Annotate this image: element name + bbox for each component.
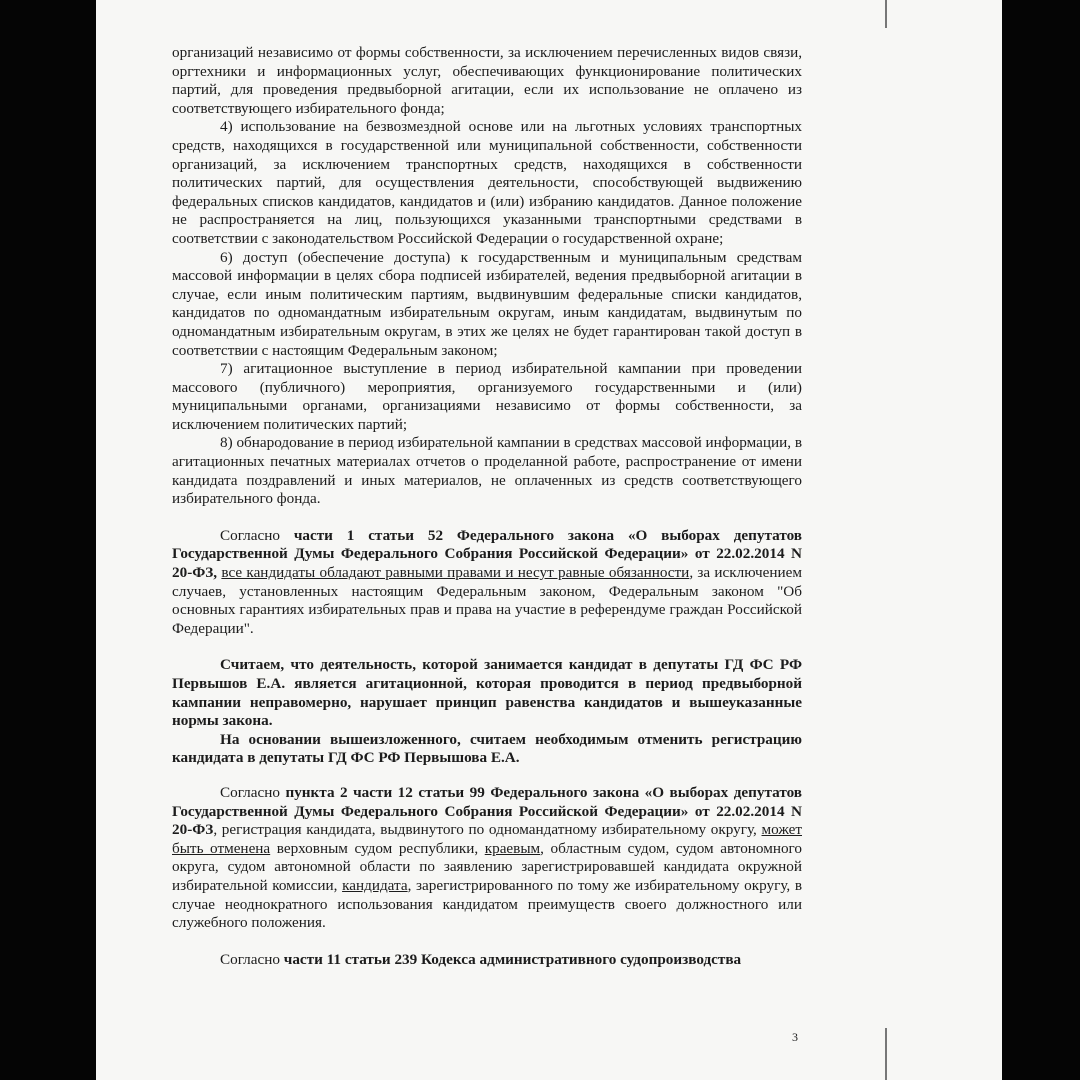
list-item-7: 7) агитационное выступление в период избирательной кампании при проведении массового (публичного) мероприятия, организуемого государственными и (или) муниципальными органами, организациями независимо от формы собственности, за исключением политических партий; — [172, 360, 802, 433]
scan-edge-mark — [885, 0, 887, 28]
paragraph-continuation: организаций независимо от формы собственности, за исключением перечисленных видов связи, оргтехники и информационных услуг, обеспечивающих функционирование политических партий, для проведения предвыборной агитации, если их использование не оплачено из соответствующего избирательного фонда; — [172, 44, 802, 117]
list-item-8: 8) обнародование в период избирательной кампании в средствах массовой информации, в агитационных печатных материалах отчетов о проделанной работе, распространение от имени кандидата поздравлений и иных материалов, не оплаченных из средств соответствующего избирательного фонда. — [172, 434, 802, 508]
conclusion-request: На основании вышеизложенного, считаем необходимым отменить регистрацию кандидата в депутаты ГД ФС РФ Первышова Е.А. — [172, 730, 802, 767]
page-number: 3 — [792, 1030, 798, 1044]
conclusion-paragraph: Считаем, что деятельность, которой занимается кандидат в депутаты ГД ФС РФ Первышов Е.А. является агитационной, которая проводится в период предвыборной кампании неправомерно, нарушает принцип равенства кандидатов и вышеуказанные нормы закона. — [172, 656, 802, 730]
document-body — [172, 44, 802, 969]
paragraph-article-52: Согласно части 1 статьи 52 Федерального закона «О выборах депутатов Государственной Думы Федерального Собрания Российской Федерации» от 22.02.2014 N 20-ФЗ, все кандидаты обладают равными правами и несут равные обязанности, за исключением случаев, установленных настоящим Федеральным законом, Федеральным законом "Об основных гарантиях избирательных прав и права на участие в референдуме граждан Российской Федерации". — [172, 526, 802, 637]
right-border — [1002, 0, 1080, 1080]
paragraph-article-99: Согласно пункта 2 части 12 статьи 99 Федерального закона «О выборах депутатов Государственной Думы Федерального Собрания Российской Федерации» от 22.02.2014 N 20-ФЗ, регистрация кандидата, выдвинутого по одномандатному избирательному округу, может быть отменена верховным судом республики, краевым, областным судом, судом автономного округа, судом автономной области по заявлению зарегистрировавшей кандидата окружной избирательной комиссии, кандидата, зарегистрированного по тому же избирательному округу, в случае неоднократного использования кандидатом преимуществ своего должностного или служебного положения. — [172, 783, 803, 932]
list-item-4: 4) использование на безвозмездной основе или на льготных условиях транспортных средств, находящихся в государственной или муниципальной собственности, собственности организаций, за исключением транспортных средств, находящихся в собственности политических партий, для осуществления деятельности, способствующей выдвижению федеральных списков кандидатов, кандидатов и (или) избранию кандидатов. Данное положение не распространяется на лиц, пользующихся указанными транспортными средствами в соответствии с законодательством Российской Федерации о государственной охране; — [172, 118, 802, 247]
left-border — [0, 0, 96, 1080]
list-item-6: 6) доступ (обеспечение доступа) к государственным и муниципальным средствам массовой информации в целях сбора подписей избирателей, ведения предвыборной агитации в случае, если иным политическим партиям, выдвинувшим федеральные списки кандидатов, кандидатов по одномандатным избирательным округам, иным кандидатам, выдвинутым по одномандатным избирательным округам, в этих же целях не будет гарантирован такой доступ в соответствии с настоящим Федеральным законом; — [172, 248, 802, 359]
scan-edge-mark — [885, 1028, 887, 1080]
paragraph-article-239: Согласно части 11 статьи 239 Кодекса административного судопроизводства — [220, 950, 742, 968]
